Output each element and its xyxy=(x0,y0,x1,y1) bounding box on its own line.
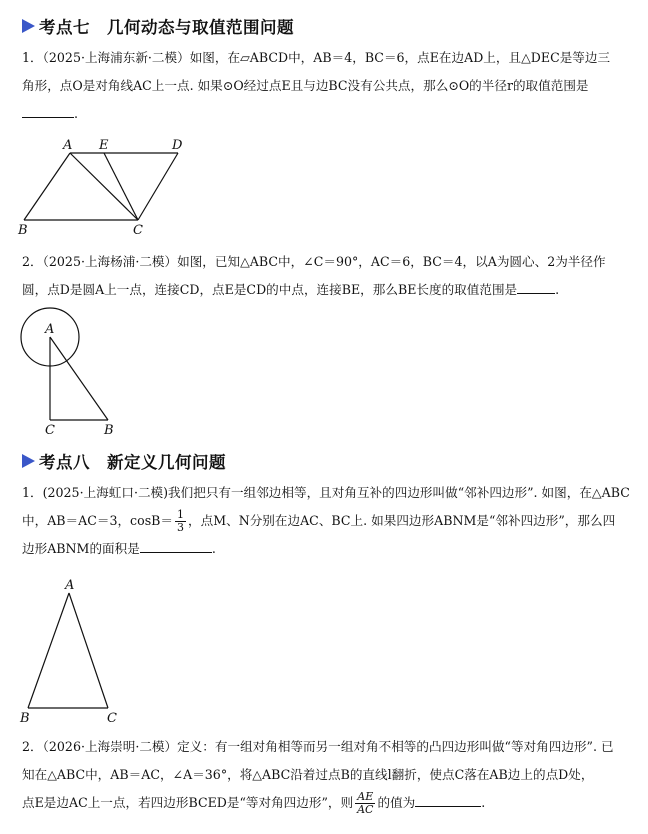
question-text-line: 2．（2025·上海杨浦·二模）如图，已知△ABC中，∠C＝90°，AC＝6，BC＝4，以A为圆心、2为半径作 xyxy=(22,254,606,269)
question-text-tail: . xyxy=(555,282,560,297)
section-title: 考点八 新定义几何问题 xyxy=(39,453,226,472)
answer-blank[interactable] xyxy=(140,538,212,553)
point-label-C: C xyxy=(133,223,143,238)
question-3 xyxy=(22,479,630,563)
question-text-tail: . xyxy=(481,795,486,810)
question-text-line: 2．（2026·上海崇明·二模）定义：有一组对角相等而另一组对角不相等的凸四边形叫做“等对角四边形”. 已 xyxy=(22,739,614,754)
question-text-line: 角形，点O是对角线AC上一点. 如果⊙O经过点E且与边BC没有公共点，那么⊙O的半径r的取值范围是 xyxy=(22,78,589,93)
question-2 xyxy=(22,248,630,304)
question-text-tail: . xyxy=(211,541,216,556)
point-label-D: D xyxy=(172,138,183,153)
section-heading-8 xyxy=(22,448,226,474)
point-label-A: A xyxy=(45,322,55,337)
fraction-AE-over-AC: $\frac{AE}{AC}$ xyxy=(357,790,374,816)
point-label-B: B xyxy=(18,223,28,238)
question-text-tail: . xyxy=(74,106,79,121)
answer-blank[interactable] xyxy=(415,792,481,807)
fraction-one-third: $\frac{1}{3}$ xyxy=(177,508,185,534)
point-label-A: A xyxy=(65,578,75,593)
point-label-B: B xyxy=(20,711,30,726)
point-label-C: C xyxy=(107,711,117,726)
question-text-line: 中，AB＝AC＝3，cosB＝ $\frac{1}{3}$ ，点M、N分别在边AC、BC上. 如果四边形ABNM是“邻补四边形”，那么四 xyxy=(22,508,616,534)
point-label-A: A xyxy=(63,138,73,153)
section-title: 考点七 几何动态与取值范围问题 xyxy=(39,18,294,37)
point-label-E: E xyxy=(99,138,109,153)
question-text-line: 知在△ABC中，AB＝AC，∠A＝36°，将△ABC沿着过点B的直线l翻折，使点C落在AB边上的点D处， xyxy=(22,767,594,782)
question-4 xyxy=(22,733,630,817)
point-label-C: C xyxy=(45,423,55,438)
question-text-line: 点E是边AC上一点，若四边形BCED是“等对角四边形”，则 $\frac{AE}{AC}$ 的值为 . xyxy=(22,790,486,816)
question-text-line: 1．（2025·上海浦东新·二模）如图，在▱ABCD中，AB＝4，BC＝6，点E在边AD上，且△DEC是等边三 xyxy=(22,50,611,65)
point-label-B: B xyxy=(104,423,114,438)
section-marker-icon xyxy=(22,454,35,468)
question-text-line: 圆，点D是圆A上一点，连接CD，点E是CD的中点，连接BE，那么BE长度的取值范围是 . xyxy=(22,276,630,304)
question-text-line: 1．(2025·上海虹口·二模)我们把只有一组邻边相等，且对角互补的四边形叫做“邻补四边形”. 如图，在△ABC xyxy=(22,485,630,500)
answer-blank[interactable] xyxy=(517,279,555,294)
question-text-line: 边形ABNM的面积是 . xyxy=(22,535,630,563)
